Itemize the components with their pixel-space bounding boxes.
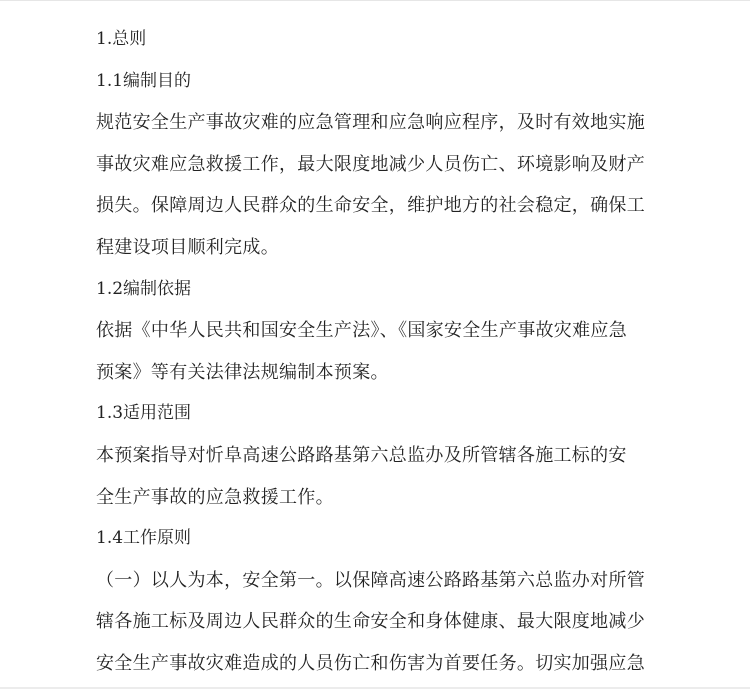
- paragraph-line: 辖各施工标及周边人民群众的生命安全和身体健康、最大限度地减少: [96, 611, 645, 633]
- paragraph-line: 损失。保障周边人民群众的生命安全，维护地方的社会稳定，确保工: [96, 195, 645, 217]
- paragraph-line: 预案》等有关法律法规编制本预案。: [96, 361, 389, 383]
- paragraph-line: 本预案指导对忻阜高速公路路基第六总监办及所管辖各施工标的安: [96, 444, 627, 466]
- chapter-heading: 1.总则: [96, 29, 147, 49]
- section-heading-purpose: 1.1编制目的: [96, 70, 192, 91]
- paragraph-line: 规范安全生产事故灾难的应急管理和应急响应程序，及时有效地实施: [96, 112, 645, 134]
- paragraph-line: 事故灾难应急救援工作，最大限度地减少人员伤亡、环境影响及财产: [96, 153, 645, 175]
- paragraph-line: 安全生产事故灾难造成的人员伤亡和伤害为首要任务。切实加强应急: [96, 652, 645, 674]
- section-heading-principles: 1.4工作原则: [96, 528, 192, 549]
- section-heading-scope: 1.3适用范围: [96, 403, 192, 424]
- paragraph-line: 程建设项目顺利完成。: [96, 236, 279, 258]
- paragraph-line: （一）以人为本，安全第一。以保障高速公路路基第六总监办对所管: [96, 569, 645, 591]
- top-divider: [0, 0, 750, 1]
- paragraph-line: 全生产事故的应急救援工作。: [96, 486, 334, 508]
- document-body: [96, 19, 662, 685]
- paragraph-line: 依据《中华人民共和国安全生产法》、《国家安全生产事故灾难应急: [96, 320, 627, 342]
- section-heading-basis: 1.2编制依据: [96, 278, 192, 299]
